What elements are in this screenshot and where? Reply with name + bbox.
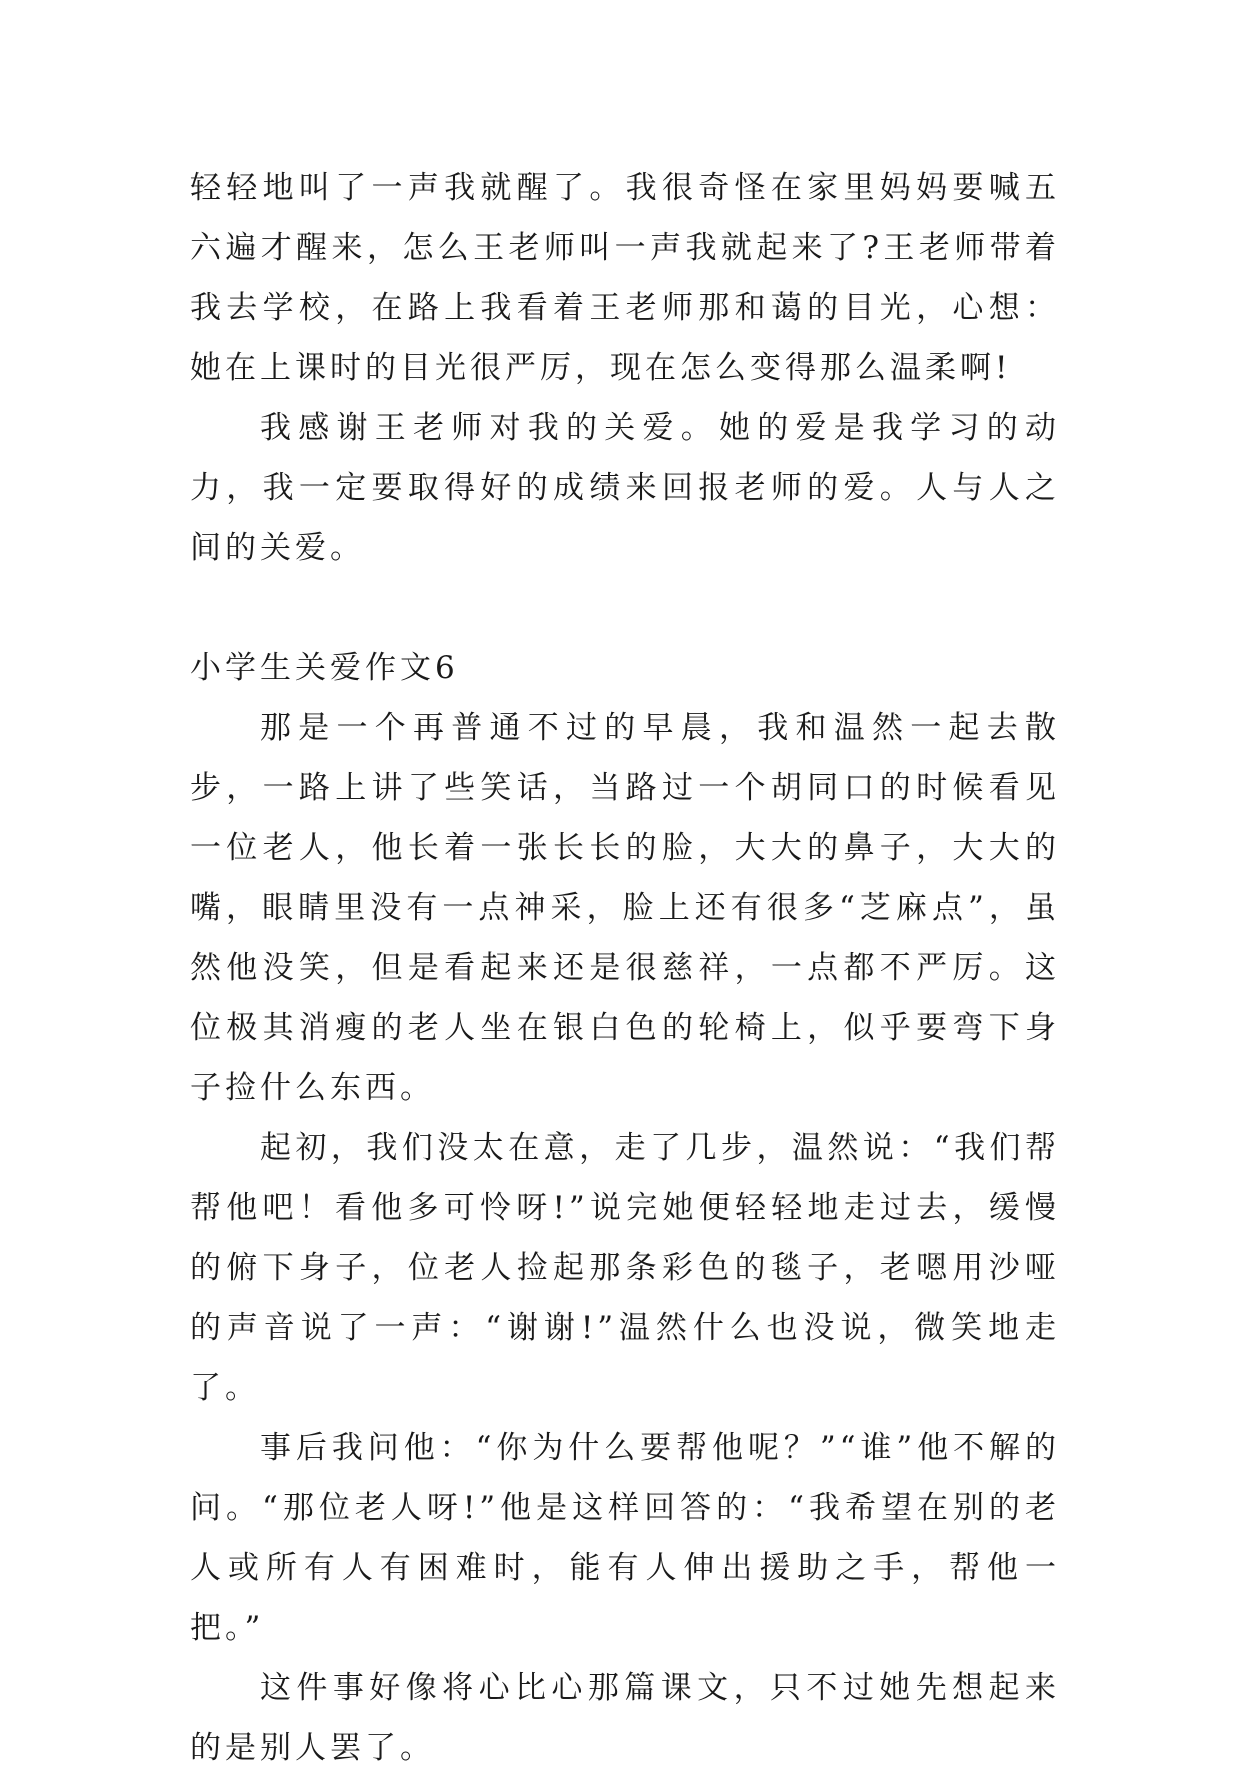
paragraph: 我感谢王老师对我的关爱。她的爱是我学习的动力，我一定要取得好的成绩来回报老师的爱。人与人之间的关爱。 [190,410,1060,566]
paragraph: 起初，我们没太在意，走了几步，温然说：“我们帮帮他吧！看他多可怜呀!”说完她便轻轻地走过去，缓慢的俯下身子，位老人捡起那条彩色的毯子，老嗯用沙哑的声音说了一声：“谢谢!”温然什么也没说，微笑地走了。 [190,1130,1060,1406]
paragraph: 那是一个再普通不过的早晨，我和温然一起去散步，一路上讲了些笑话，当路过一个胡同口的时候看见一位老人，他长着一张长长的脸，大大的鼻子，大大的嘴，眼睛里没有一点神采，脸上还有很多“芝麻点”，虽然他没笑，但是看起来还是很慈祥，一点都不严厉。这位极其消瘦的老人坐在银白色的轮椅上，似乎要弯下身子捡什么东西。 [190,710,1060,1106]
paragraph-continued: 轻轻地叫了一声我就醒了。我很奇怪在家里妈妈要喊五六遍才醒来，怎么王老师叫一声我就起来了?王老师带着我去学校，在路上我看着王老师那和蔼的目光，心想：她在上课时的目光很严厉，现在怎么变得那么温柔啊! [190,170,1060,386]
paragraph: 事后我问他：“你为什么要帮他呢？”“谁”他不解的问。“那位老人呀!”他是这样回答的：“我希望在别的老人或所有人有困难时，能有人伸出援助之手，帮他一把。” [190,1430,1060,1646]
document-body [190,158,1060,1778]
paragraph: 这件事好像将心比心那篇课文，只不过她先想起来的是别人罢了。 [190,1670,1060,1766]
section-title: 小学生关爱作文6 [190,650,459,686]
